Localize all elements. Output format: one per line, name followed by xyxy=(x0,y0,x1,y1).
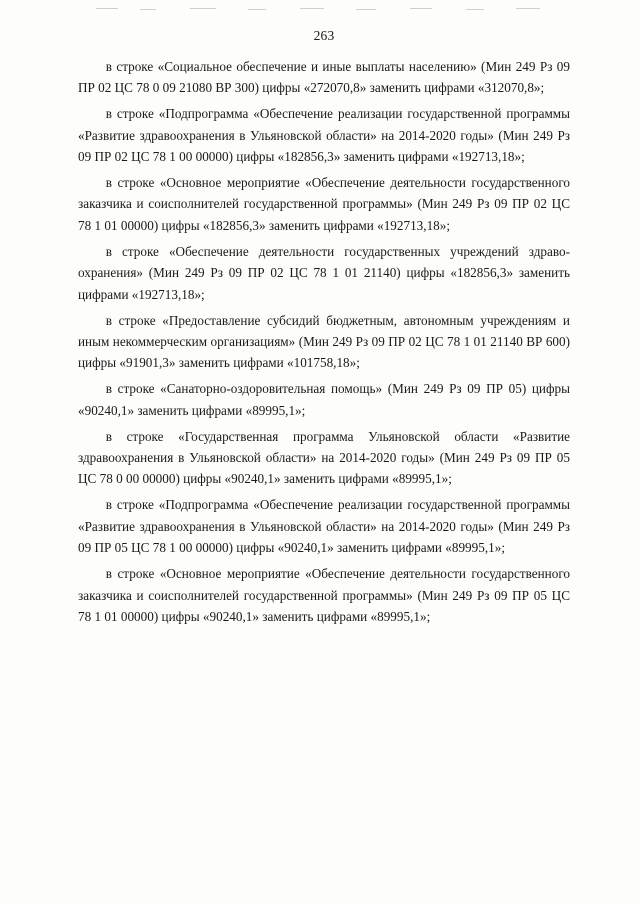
document-body xyxy=(78,28,570,627)
document-paragraph: в строке «Государственная программа Ульяновской области «Развитие здравоохранения в Ульяновской области» на 2014-2020 годы» (Мин 249 Рз 09 ПР 05 ЦС 78 0 00 00000) цифры «90240,1» заменить цифрами «89995,1»; xyxy=(78,428,570,487)
document-paragraph: в строке «Подпрограмма «Обеспечение реализации государственной программы «Развитие здравоохранения в Ульяновской области» на 2014-2020 годы» (Мин 249 Рз 09 ПР 02 ЦС 78 1 00 00000) цифры «182856,3» заменить цифрами «192713,18»; xyxy=(78,106,570,165)
document-paragraph: в строке «Подпрограмма «Обеспечение реализации государственной программы «Развитие здравоохранения в Ульяновской области» на 2014-2020 годы» (Мин 249 Рз 09 ПР 05 ЦС 78 1 00 00000) цифры «90240,1» заменить цифрами «89995,1»; xyxy=(78,497,570,556)
document-paragraph: в строке «Предоставление субсидий бюджетным, автономным учреждениям и иным некоммерческим организациям» (Мин 249 Рз 09 ПР 02 ЦС 78 1 01 21140 ВР 600) цифры «91901,3» заменить цифрами «101758,18»; xyxy=(78,312,570,371)
document-paragraph: в строке «Социальное обеспечение и иные выплаты населению» (Мин 249 Рз 09 ПР 02 ЦС 78 0 09 21080 ВР 300) цифры «272070,8» заменить цифрами «312070,8»; xyxy=(78,59,570,96)
document-paragraph: в строке «Основное мероприятие «Обеспечение деятельности государственного заказчика и соисполнителей государственной программы» (Мин 249 Рз 09 ПР 05 ЦС 78 1 01 00000) цифры «90240,1» заменить цифрами «89995,1»; xyxy=(78,566,570,624)
document-paragraph: в строке «Обеспечение деятельности государственных учреждений здравоохранения» (Мин 249 Рз 09 ПР 02 ЦС 78 1 01 21140) цифры «182856,3» заменить цифрами «192713,18»; xyxy=(78,243,570,302)
scan-edge-marks xyxy=(0,6,640,16)
document-paragraph: в строке «Санаторно-оздоровительная помощь» (Мин 249 Рз 09 ПР 05) цифры «90240,1» заменить цифрами «89995,1»; xyxy=(78,381,570,418)
page-number: 263 xyxy=(313,28,335,43)
document-paragraph: в строке «Основное мероприятие «Обеспечение деятельности государственного заказчика и соисполнителей государственной программы» (Мин 249 Рз 09 ПР 02 ЦС 78 1 01 00000) цифры «182856,3» заменить цифрами «192713,18»; xyxy=(78,175,570,233)
